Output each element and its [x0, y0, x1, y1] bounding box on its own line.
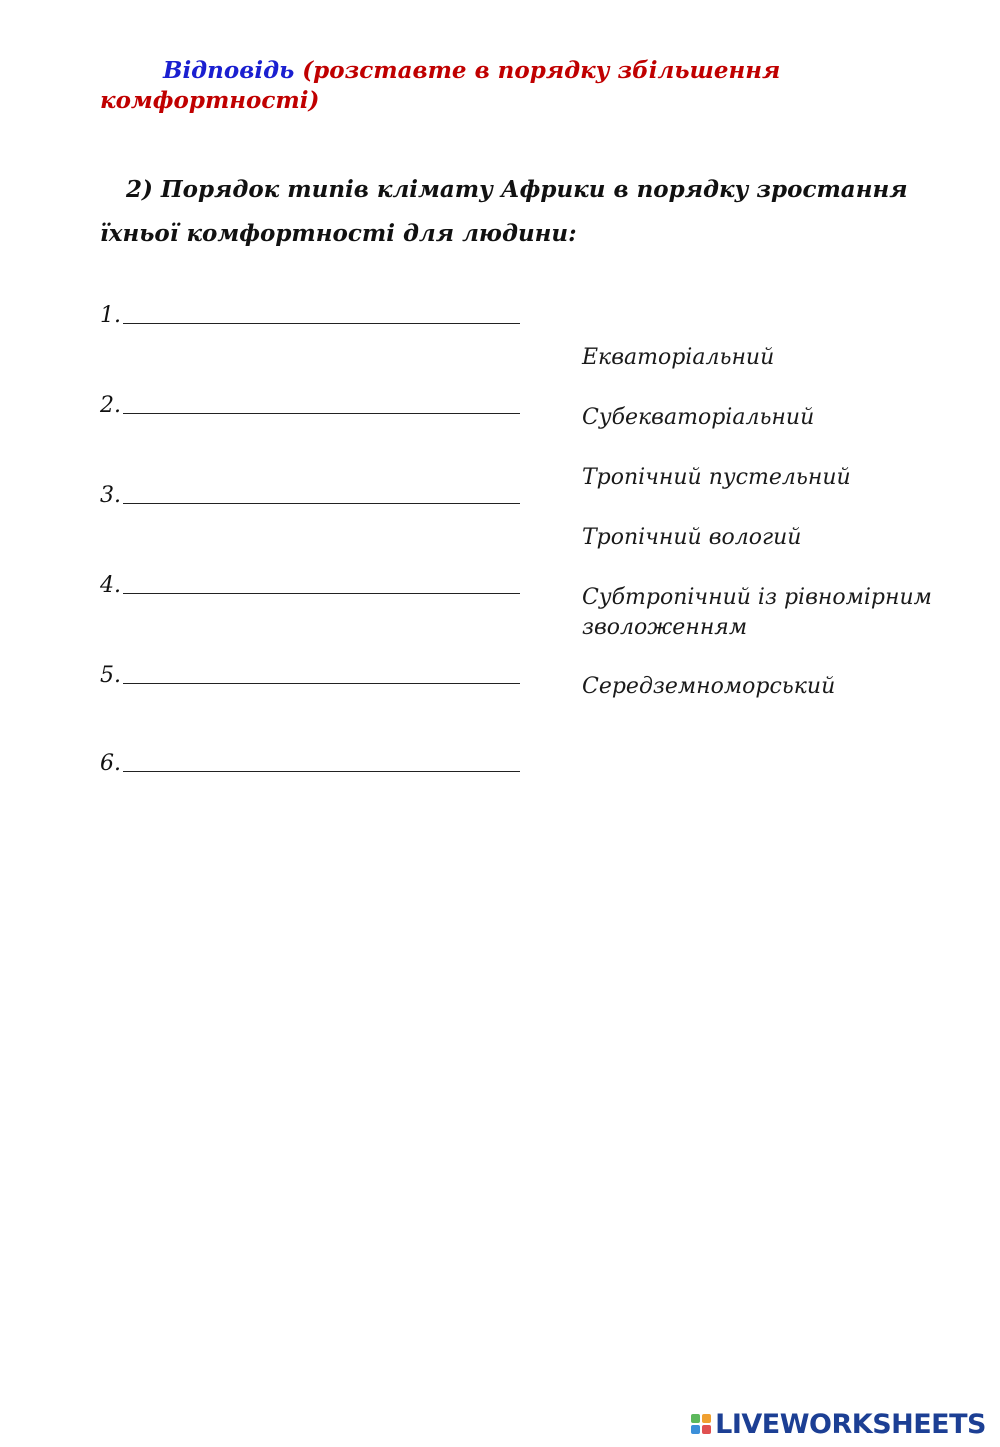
- blank-line[interactable]: [123, 749, 520, 772]
- liveworksheets-logo: [691, 1407, 986, 1441]
- blank-number: 1.: [100, 303, 121, 328]
- answer-blank-3[interactable]: [100, 478, 520, 508]
- question-text: [100, 168, 960, 256]
- option-tropical-humid[interactable]: Тропічний вологий: [582, 525, 802, 550]
- answer-blank-1[interactable]: [100, 298, 520, 328]
- option-subequatorial[interactable]: Субекваторіальний: [582, 405, 815, 430]
- blank-number: 2.: [100, 393, 121, 418]
- option-equatorial[interactable]: Екваторіальний: [582, 345, 775, 370]
- blank-number: 6.: [100, 751, 121, 776]
- blank-number: 3.: [100, 483, 121, 508]
- answer-blank-2[interactable]: [100, 388, 520, 418]
- answer-word: Відповідь: [163, 57, 295, 84]
- answer-blank-5[interactable]: [100, 658, 520, 688]
- option-tropical-desert[interactable]: Тропічний пустельний: [582, 465, 851, 490]
- answer-blank-6[interactable]: [100, 746, 520, 776]
- option-mediterranean[interactable]: Середземноморський: [582, 674, 836, 699]
- answer-blank-4[interactable]: [100, 568, 520, 598]
- question-label: 2) Порядок типів клімату Африки в порядку зростання їхньої комфортності для людини:: [100, 176, 908, 247]
- answer-heading: [100, 56, 860, 116]
- option-subtropical-uniform[interactable]: Субтропічний із рівномірним зволоженням: [582, 585, 932, 640]
- logo-icon: [691, 1414, 711, 1434]
- blank-number: 5.: [100, 663, 121, 688]
- blank-line[interactable]: [123, 481, 520, 504]
- blank-line[interactable]: [123, 391, 520, 414]
- logo-text: LIVEWORKSHEETS: [715, 1408, 986, 1440]
- blank-line[interactable]: [123, 661, 520, 684]
- blank-line[interactable]: [123, 571, 520, 594]
- blank-number: 4.: [100, 573, 121, 598]
- blank-line[interactable]: [123, 301, 520, 324]
- answer-instruction: (розставте в порядку збільшення комфортності): [100, 57, 781, 114]
